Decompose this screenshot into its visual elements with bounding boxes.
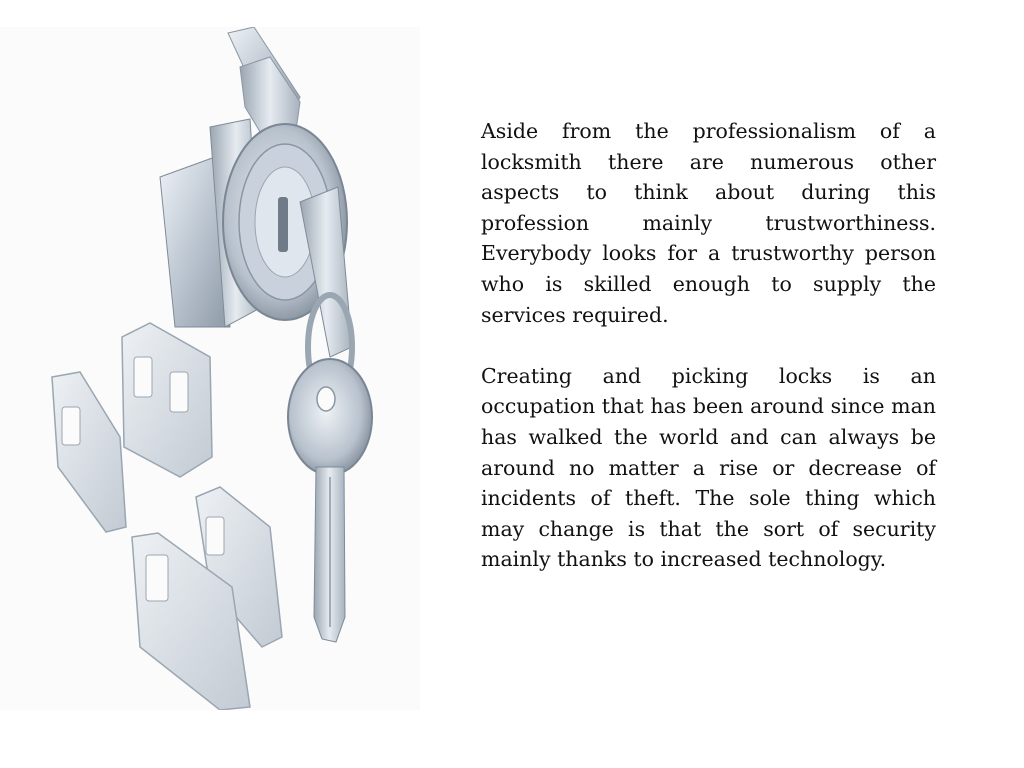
paragraph-1: Aside from the professionalism of a locksmith there are numerous other aspects to think about during this profession mainly trustworthiness. Everybody looks for a trustworthy person who is skilled enough to supply the services required. <box>481 119 936 327</box>
body-text <box>481 116 936 575</box>
lock-and-key-photo-icon <box>0 27 420 710</box>
paragraph-2: Creating and picking locks is an occupation that has been around since man has walked the world and can always be around no matter a rise or decrease of incidents of theft. The sole thing which may change is that the sort of security mainly thanks to increased technology. <box>481 363 936 572</box>
lock-and-key-photo <box>0 27 420 710</box>
